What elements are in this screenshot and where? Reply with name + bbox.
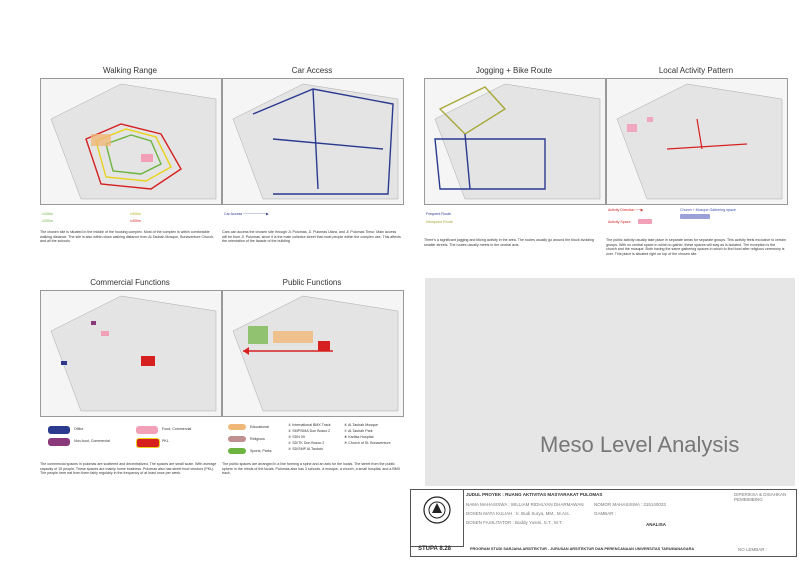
religious-swatch bbox=[228, 436, 246, 442]
legend-office: Office bbox=[74, 427, 84, 431]
gathering-space-swatch bbox=[680, 214, 710, 219]
stage-label: STUPA 8.28 bbox=[418, 546, 452, 552]
list-item: ② SMP/SMA Don Bosco 2 bbox=[288, 429, 331, 433]
list-item: ⑥ Al-Taubah Mosque bbox=[344, 423, 378, 427]
list-item: ③ SDN 09 bbox=[288, 435, 305, 439]
legend-gathering-space: Church + Mosque Gathering space bbox=[680, 208, 736, 212]
panel-jogging-route bbox=[424, 66, 604, 247]
car-access-map bbox=[222, 78, 404, 205]
panel-description: The public spaces are arranged in a line forming a spine and an axis for the locals. The street from the public sphere in the minds of the locals. Pulomas also has 3 schools, a mosque, a church, a small hospital, and a BMX track. bbox=[222, 462, 401, 476]
map-drawing bbox=[607, 79, 787, 204]
local-activity-map bbox=[606, 78, 788, 205]
panel-description: The chosen site is situated in the middle of the housing complex. Most of the complex is within comfortable walking distance. The site is also within close walking distance from Al-Taubah Mosque, Bonaventure Church, and all the schools. bbox=[40, 230, 215, 244]
legend-activity-space: Activity Space bbox=[608, 220, 631, 224]
panel-title: Local Activity Pattern bbox=[658, 66, 734, 75]
educational-swatch bbox=[228, 424, 246, 430]
nonfood-swatch bbox=[48, 438, 70, 446]
panel-title: Car Access bbox=[291, 66, 333, 75]
legend-200m: ±200m bbox=[42, 219, 53, 223]
public-list-col2 bbox=[344, 422, 400, 446]
drawing-label: GAMBAR : bbox=[594, 511, 617, 516]
legend-100m: ±100m bbox=[42, 212, 53, 216]
legend-religious: Religious bbox=[250, 437, 265, 441]
student-number: NOMOR MAHASISWA : 315140033 bbox=[594, 502, 666, 507]
panel-local-activity bbox=[606, 66, 786, 256]
panel-commercial bbox=[40, 278, 220, 498]
walking-range-map bbox=[40, 78, 222, 205]
map-drawing bbox=[41, 79, 221, 204]
panel-description: Cars can access the chosen site through Jl. Pulomas, Jl. Pulomas Utara, and Jl. Pulomas Timur. Main access will be from Jl. Pulomas, since it is the main collector street that most people within the complex use. This affects the orientation of the facade of the building bbox=[222, 230, 401, 244]
legend-educational: Educational bbox=[250, 425, 269, 429]
legend-400m: ±400m bbox=[130, 219, 141, 223]
panel-description: There's a significant jogging and biking activity in the area. The routes usually go around the block avoiding smaller streets. The routes usually meets in the central axis. bbox=[424, 238, 595, 247]
map-drawing bbox=[223, 79, 403, 204]
panel-title: Walking Range bbox=[103, 66, 157, 75]
legend-infrequent-route: Infrequent Route bbox=[426, 220, 453, 224]
student-name: NAMA MAHASISWA : WILLIAM RIDHLYAN DHARMAWAN bbox=[466, 502, 584, 507]
map-drawing bbox=[425, 79, 605, 204]
map-drawing bbox=[41, 291, 221, 416]
university-logo-icon bbox=[422, 495, 452, 525]
public-list-col1 bbox=[288, 422, 331, 452]
panel-title: Jogging + Bike Route bbox=[475, 66, 553, 75]
legend-sports: Sports, Parks bbox=[250, 449, 272, 453]
legend-pkl: PKL bbox=[162, 439, 169, 443]
legend-car-access: Car Access ─────────▶ bbox=[224, 212, 269, 216]
list-item: ⑦ Al-Taubah Park bbox=[344, 429, 373, 433]
sheet-number-label: NO LEMBAR : bbox=[738, 547, 768, 552]
list-item: ⑧ Kartika Hospital bbox=[344, 435, 374, 439]
legend-food: Food, Commercial bbox=[162, 427, 192, 431]
list-item: ④ SD/TK Don Bosco 2 bbox=[288, 441, 325, 445]
panel-description: The commercial spaces in pulomas are scattered and decentralized. The spaces are small scale. With average capacity of 15 people. These spaces are mainly home business. Pulomas also has street food vendors (PKL). The people here eat from them fairly regularly in the frequency of at least once per week. bbox=[40, 462, 217, 476]
approval-label: DIPERIKSA & DISAHKAN PEMBIMBING bbox=[734, 492, 787, 502]
sheet-name: ANALISA bbox=[646, 522, 666, 527]
list-item: ① International BMX Track bbox=[288, 423, 331, 427]
commercial-map bbox=[40, 290, 222, 417]
legend-activity-direction: Activity Direction ──▶ bbox=[608, 208, 644, 212]
list-item: ⑤ SD/SMP Al-Taubah bbox=[288, 447, 323, 451]
panel-title: Commercial Functions bbox=[90, 278, 170, 287]
facilitator: DOSEN FASILITATOR : Buddy Yusmi, S.T., M.T. bbox=[466, 520, 563, 525]
jogging-route-map bbox=[424, 78, 606, 205]
activity-space-swatch bbox=[638, 219, 652, 224]
legend-nonfood: Non-food, Commercial bbox=[74, 439, 110, 443]
map-drawing bbox=[223, 291, 403, 416]
legend-frequent-route: Frequent Route bbox=[426, 212, 451, 216]
office-swatch bbox=[48, 426, 70, 434]
course-lecturer: DOSEN MATA KULIAH : Ir. Budi Surya, MM., M.Ars. bbox=[466, 511, 570, 516]
panel-walking-range bbox=[40, 66, 220, 244]
panel-car-access bbox=[222, 66, 402, 244]
list-item: ⑨ Church of St. Bonaventure bbox=[344, 441, 391, 445]
project-title: JUDUL PROYEK : RUANG AKTIVITAS MASYARAKAT PULOMAS bbox=[466, 492, 603, 497]
pkl-swatch bbox=[136, 438, 160, 448]
panel-title: Public Functions bbox=[282, 278, 342, 287]
food-swatch bbox=[136, 426, 158, 434]
program-label: PROGRAM STUDI SARJANA ARSITEKTUR - JURUSAN ARSITEKTUR DAN PERENCANAAN UNIVERSITAS TARUMANAGARA bbox=[470, 547, 695, 551]
banner-title: Meso Level Analysis bbox=[540, 432, 740, 457]
sports-swatch bbox=[228, 448, 246, 454]
panel-description: The public activity usually take place in separate areas for separate groups. This activity feels exclusive to certain groups. With no central space in which to gather, these spaces will stay as is isolated. The exception is the church and the mosque. Both having the same gathering spaces in which to find food after religious ceremony is over. This place is situated right on top of the chosen site. bbox=[606, 238, 786, 256]
public-map bbox=[222, 290, 404, 417]
panel-public bbox=[222, 278, 402, 498]
legend-300m: ±300m bbox=[130, 212, 141, 216]
